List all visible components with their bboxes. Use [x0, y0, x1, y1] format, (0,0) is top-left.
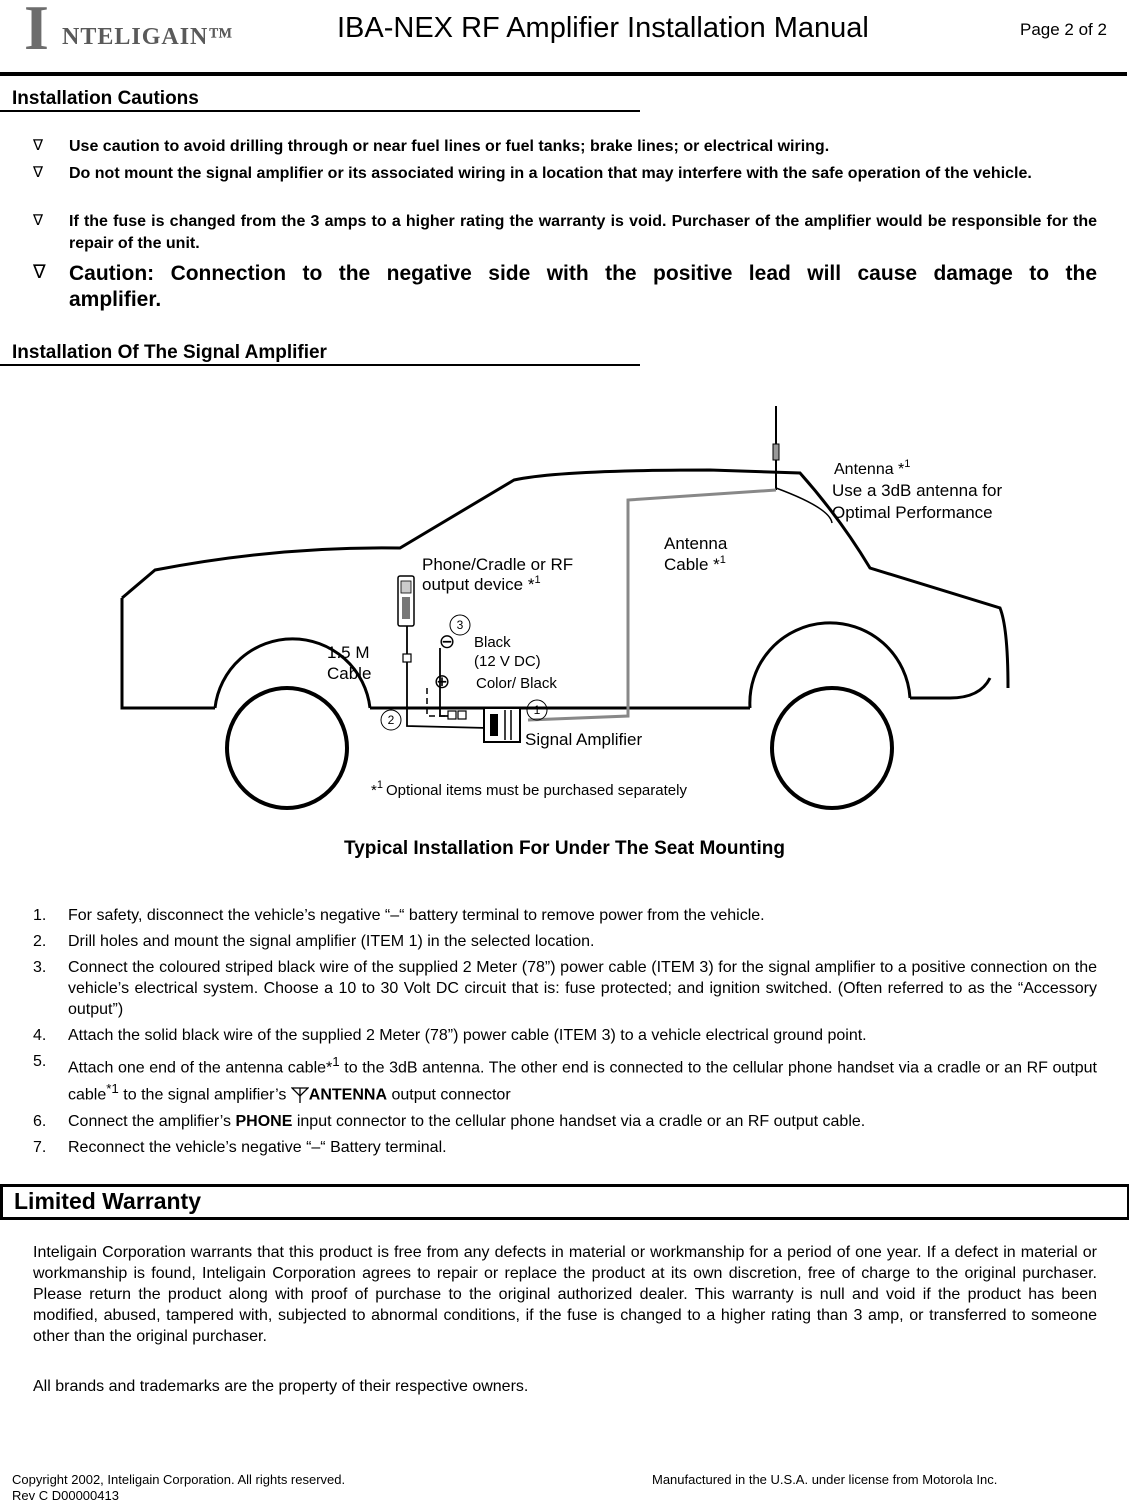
phone-label-line1: Phone/Cradle or RF [422, 555, 574, 574]
step-item [33, 1137, 1097, 1158]
installation-diagram [110, 398, 1030, 818]
cautions-heading-rule [0, 110, 640, 112]
step-sup: *1 [106, 1081, 119, 1097]
step-text: Connect the coloured striped black wire of the supplied 2 Meter (78”) power cable (ITEM 3) for the signal amplifier to a positive connection on the vehicle’s electrical system. Choose a 10 to 30 Volt DC circuit that is: fuse protected; and ignition switched. (Often referred to as the “Accessory output”) [68, 959, 1097, 1018]
step-item [33, 1025, 1097, 1046]
step-text-part: output connector [387, 1086, 511, 1104]
phone-label-sup: 1 [534, 574, 541, 586]
step-sup: 1 [332, 1054, 340, 1069]
step-item [33, 1111, 1097, 1132]
step-number: 2. [33, 933, 47, 950]
caution-text: Caution: Connection to the negative side with the positive lead will cause damage to the amplifier. [69, 262, 1097, 311]
rear-wheel [227, 688, 347, 808]
triangle-bullet-icon: ∇ [33, 136, 44, 154]
front-wheel [772, 688, 892, 808]
installation-steps [33, 905, 1097, 1163]
antenna-cable-label-line2 [664, 554, 726, 574]
step-number: 4. [33, 1027, 47, 1044]
page-number: Page 2 of 2 [1020, 20, 1107, 39]
footnote-text: Optional items must be purchased separately [385, 782, 687, 799]
signal-amplifier-label: Signal Amplifier [525, 730, 643, 749]
antenna-cable-label-line1: Antenna [664, 534, 728, 553]
triangle-bullet-icon: ∇ [33, 163, 44, 181]
logo-initial: I [24, 0, 49, 63]
warranty-heading: Limited Warranty [14, 1188, 202, 1214]
step-number: 6. [33, 1112, 47, 1130]
phone-cradle-icon [398, 576, 414, 626]
revision-text: Rev C D00000413 [12, 1488, 119, 1503]
document-title: IBA-NEX RF Amplifier Installation Manual [337, 12, 869, 44]
step-number: 3. [33, 959, 47, 976]
antenna-cable-label-sup: 1 [719, 554, 726, 566]
diagram-caption: Typical Installation For Under The Seat Mounting [344, 838, 785, 859]
callout-2-label: 2 [387, 713, 395, 727]
step-text-part: to the signal amplifier’s [118, 1086, 291, 1104]
caution-text: If the fuse is changed from the 3 amps to a higher rating the warranty is void. Purchaser of the amplifier would be responsible for the repair of the unit. [69, 213, 1097, 252]
copyright-text: Copyright 2002, Inteligain Corporation. All rights reserved. [12, 1472, 346, 1487]
logo-text: NTELIGAIN™ [62, 24, 234, 50]
caution-text: Use caution to avoid drilling through or near fuel lines or fuel tanks; brake lines; or electrical wiring. [69, 138, 830, 155]
step-item [33, 905, 1097, 926]
trademarks-text: All brands and trademarks are the property of their respective owners. [33, 1378, 529, 1395]
step-number: 1. [33, 907, 47, 924]
step-item [33, 957, 1097, 1020]
color-wire-label: Color/ Black [476, 675, 557, 692]
antenna-symbol-icon [291, 1087, 309, 1103]
step-item [33, 931, 1097, 952]
manufactured-text: Manufactured in the U.S.A. under license from Motorola Inc. [652, 1472, 998, 1487]
black-wire-label-line1: Black [474, 634, 511, 651]
footnote-sup: 1 [376, 779, 383, 791]
step-number: 5. [33, 1053, 47, 1070]
antenna-icon [773, 406, 832, 523]
phone-connector-label: PHONE [235, 1112, 293, 1130]
antenna-note-line2: Optimal Performance [832, 503, 993, 522]
installation-heading-rule [0, 364, 640, 366]
company-logo [22, 0, 257, 62]
step-number: 7. [33, 1138, 47, 1156]
power-connector [458, 711, 466, 719]
step-text-part: Connect the amplifier’s [68, 1112, 236, 1130]
antenna-connector-label: ANTENNA [308, 1086, 388, 1104]
positive-terminal-icon: ⊕ [433, 671, 451, 693]
step-item [33, 1051, 1097, 1106]
header-rule [0, 72, 1127, 76]
antenna-label [834, 458, 910, 478]
antenna-label-sup: 1 [904, 458, 911, 470]
caution-text: Do not mount the signal amplifier or its associated wiring in a location that may interfere with the safe operation of the vehicle. [69, 165, 1032, 182]
callout-3-label: 3 [456, 618, 464, 632]
power-connector [448, 711, 456, 719]
callout-1-label: 1 [533, 703, 541, 717]
cable-connector [403, 654, 411, 662]
cable-length-label-line2: Cable [327, 664, 372, 683]
step-text: For safety, disconnect the vehicle’s negative “–“ battery terminal to remove power from the vehicle. [68, 907, 765, 924]
phone-label-line2 [422, 574, 541, 594]
cautions-heading: Installation Cautions [12, 88, 199, 109]
black-wire-label-line2: (12 V DC) [474, 653, 541, 670]
footnote-star: * [371, 782, 377, 799]
warranty-text: Inteligain Corporation warrants that this product is free from any defects in material or workmanship for a period of one year. If a defect in material or workmanship is found, Inteligain Corporation agrees to repair or replace the product at its own discretion, free of charge to the original purchaser. Please return the product along with proof of purchase to the original authorized dealer. This warranty is null and void if the product has been modified, abused, tampered with, subjected to abnormal conditions, if the fuse is changed to a higher rating than 3 amp, or transferred to someone other than the original purchaser. [33, 1244, 1097, 1345]
step-text: Attach the solid black wire of the supplied 2 Meter (78”) power cable (ITEM 3) to a vehicle electrical ground point. [68, 1027, 867, 1044]
installation-heading: Installation Of The Signal Amplifier [12, 342, 327, 363]
step-text: Reconnect the vehicle’s negative “–“ Battery terminal. [68, 1138, 447, 1156]
triangle-bullet-icon: ∇ [33, 261, 46, 283]
antenna-label-text: Antenna * [834, 461, 905, 478]
step-text: Drill holes and mount the signal amplifier (ITEM 1) in the selected location. [68, 933, 595, 950]
step-text-part: input connector to the cellular phone handset via a cradle or an RF output cable. [292, 1112, 866, 1130]
step-text-part: to the 3dB antenna. The other end is connected to the cellular phone handset via a cradle or an RF output cable [68, 1059, 1097, 1104]
antenna-cable [528, 490, 776, 720]
triangle-bullet-icon: ∇ [33, 211, 44, 229]
signal-amplifier-icon [484, 708, 520, 742]
step-text-part: Attach one end of the antenna cable* [68, 1059, 333, 1077]
footnote [371, 779, 687, 799]
negative-terminal-icon: ⊖ [438, 631, 456, 653]
antenna-note-line1: Use a 3dB antenna for [832, 481, 1003, 500]
cable-length-label-line1: 1.5 M [327, 643, 370, 662]
phone-label-text: output device * [422, 575, 535, 594]
antenna-cable-label-text: Cable * [664, 555, 720, 574]
